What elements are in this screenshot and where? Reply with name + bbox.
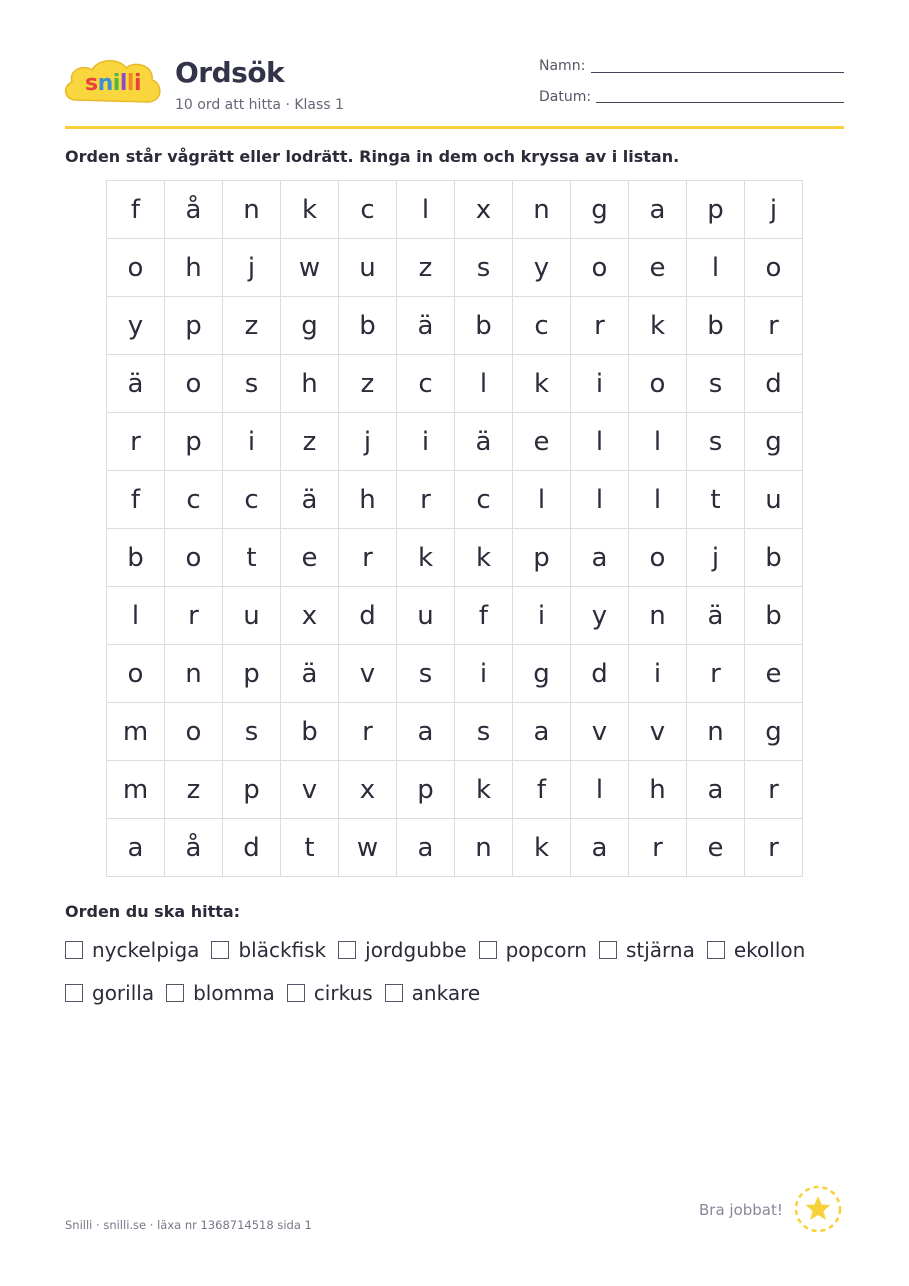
word-checkbox[interactable] [287, 984, 305, 1002]
grid-cell[interactable]: t [223, 529, 281, 587]
grid-cell[interactable]: g [571, 181, 629, 239]
grid-cell[interactable]: r [339, 529, 397, 587]
grid-cell[interactable]: i [397, 413, 455, 471]
grid-cell[interactable]: i [571, 355, 629, 413]
grid-cell[interactable]: v [339, 645, 397, 703]
grid-cell[interactable]: s [223, 355, 281, 413]
grid-cell[interactable]: z [339, 355, 397, 413]
grid-cell[interactable]: k [629, 297, 687, 355]
grid-cell[interactable]: o [629, 529, 687, 587]
date-label: Datum: [539, 89, 592, 105]
grid-cell[interactable]: r [629, 819, 687, 877]
grid-cell[interactable]: n [223, 181, 281, 239]
grid-cell[interactable]: ä [107, 355, 165, 413]
grid-cell[interactable]: ä [455, 413, 513, 471]
grid-cell[interactable]: h [629, 761, 687, 819]
grid-cell[interactable]: a [513, 703, 571, 761]
instruction-text: Orden står vågrätt eller lodrätt. Ringa in dem och kryssa av i listan. [65, 147, 680, 166]
grid-cell[interactable]: å [165, 819, 223, 877]
grid-cell[interactable]: d [745, 355, 803, 413]
grid-cell[interactable]: r [165, 587, 223, 645]
word-item [166, 981, 275, 1005]
grid-cell[interactable]: b [107, 529, 165, 587]
grid-cell[interactable]: a [107, 819, 165, 877]
grid-cell[interactable]: k [455, 761, 513, 819]
grid-cell[interactable]: j [339, 413, 397, 471]
grid-cell[interactable]: p [397, 761, 455, 819]
footer-text: Snilli · snilli.se · läxa nr 1368714518 sida 1 [65, 1218, 312, 1232]
grid-cell[interactable]: c [339, 181, 397, 239]
grid-cell[interactable]: x [339, 761, 397, 819]
grid-cell[interactable]: s [455, 239, 513, 297]
grid-cell[interactable]: x [455, 181, 513, 239]
grid-cell[interactable]: c [513, 297, 571, 355]
grid-cell[interactable]: o [165, 529, 223, 587]
word-label: cirkus [313, 981, 373, 1005]
grid-cell[interactable]: h [281, 355, 339, 413]
grid-cell[interactable]: j [745, 181, 803, 239]
word-checklist [65, 936, 855, 1022]
word-item [385, 981, 481, 1005]
grid-cell[interactable]: h [339, 471, 397, 529]
grid-cell[interactable]: m [107, 703, 165, 761]
grid-cell[interactable]: b [745, 587, 803, 645]
grid-cell[interactable]: l [629, 471, 687, 529]
grid-cell[interactable]: s [223, 703, 281, 761]
grid-cell[interactable]: r [687, 645, 745, 703]
grid-cell[interactable]: o [107, 645, 165, 703]
grid-cell[interactable]: p [687, 181, 745, 239]
grid-cell[interactable]: k [513, 355, 571, 413]
grid-cell[interactable]: b [339, 297, 397, 355]
grid-cell[interactable]: t [281, 819, 339, 877]
word-label: popcorn [505, 938, 587, 962]
grid-cell[interactable]: y [513, 239, 571, 297]
word-row [65, 936, 855, 964]
word-checkbox[interactable] [65, 941, 83, 959]
grid-cell[interactable]: u [339, 239, 397, 297]
grid-cell[interactable]: p [223, 645, 281, 703]
grid-cell[interactable]: l [629, 413, 687, 471]
word-checkbox[interactable] [211, 941, 229, 959]
grid-cell[interactable]: f [107, 181, 165, 239]
grid-cell[interactable]: k [513, 819, 571, 877]
grid-cell[interactable]: z [165, 761, 223, 819]
grid-cell[interactable]: m [107, 761, 165, 819]
grid-cell[interactable]: r [107, 413, 165, 471]
grid-cell[interactable]: r [745, 297, 803, 355]
grid-cell[interactable]: d [339, 587, 397, 645]
grid-cell[interactable]: j [223, 239, 281, 297]
word-item [65, 938, 199, 962]
grid-cell[interactable]: i [513, 587, 571, 645]
word-checkbox[interactable] [707, 941, 725, 959]
encouragement-text: Bra jobbat! [699, 1201, 783, 1219]
grid-cell[interactable]: s [687, 355, 745, 413]
grid-cell[interactable]: s [687, 413, 745, 471]
grid-cell[interactable]: p [513, 529, 571, 587]
grid-cell[interactable]: a [687, 761, 745, 819]
grid-cell[interactable]: s [397, 645, 455, 703]
word-label: ankare [411, 981, 481, 1005]
word-label: bläckfisk [238, 938, 327, 962]
grid-cell[interactable]: o [571, 239, 629, 297]
grid-cell[interactable]: g [745, 703, 803, 761]
grid-cell[interactable]: a [629, 181, 687, 239]
grid-cell[interactable]: g [281, 297, 339, 355]
grid-cell[interactable]: n [165, 645, 223, 703]
word-item [338, 938, 466, 962]
grid-cell[interactable]: e [513, 413, 571, 471]
word-label: jordgubbe [365, 938, 467, 962]
grid-cell[interactable]: ä [687, 587, 745, 645]
grid-cell[interactable]: o [165, 703, 223, 761]
word-checkbox[interactable] [479, 941, 497, 959]
grid-cell[interactable]: w [339, 819, 397, 877]
grid-cell[interactable]: c [165, 471, 223, 529]
word-row [65, 979, 855, 1007]
grid-cell[interactable]: g [513, 645, 571, 703]
letter-grid [106, 180, 803, 877]
grid-cell[interactable]: r [397, 471, 455, 529]
grid-cell[interactable]: a [571, 529, 629, 587]
grid-cell[interactable]: c [397, 355, 455, 413]
grid-cell[interactable]: f [455, 587, 513, 645]
word-label: ekollon [733, 938, 806, 962]
grid-cell[interactable]: c [455, 471, 513, 529]
grid-cell[interactable]: r [745, 761, 803, 819]
grid-cell[interactable]: l [687, 239, 745, 297]
grid-cell[interactable]: t [687, 471, 745, 529]
date-field[interactable] [596, 102, 844, 103]
grid-cell[interactable]: e [687, 819, 745, 877]
name-label: Namn: [539, 58, 586, 74]
grid-cell[interactable]: ä [281, 471, 339, 529]
grid-cell[interactable]: f [107, 471, 165, 529]
grid-cell[interactable]: l [397, 181, 455, 239]
grid-cell[interactable]: b [687, 297, 745, 355]
word-checkbox[interactable] [599, 941, 617, 959]
grid-cell[interactable]: r [745, 819, 803, 877]
word-label: nyckelpiga [92, 938, 200, 962]
word-item [287, 981, 373, 1005]
grid-cell[interactable]: s [455, 703, 513, 761]
grid-cell[interactable]: e [745, 645, 803, 703]
grid-cell[interactable]: u [223, 587, 281, 645]
grid-cell[interactable]: v [281, 761, 339, 819]
grid-cell[interactable]: p [165, 297, 223, 355]
grid-cell[interactable]: n [513, 181, 571, 239]
grid-cell[interactable]: f [513, 761, 571, 819]
grid-cell[interactable]: z [281, 413, 339, 471]
grid-cell[interactable]: p [223, 761, 281, 819]
grid-cell[interactable]: d [223, 819, 281, 877]
grid-cell[interactable]: y [107, 297, 165, 355]
grid-cell[interactable]: z [223, 297, 281, 355]
grid-cell[interactable]: k [397, 529, 455, 587]
word-item [211, 938, 326, 962]
grid-cell[interactable]: i [455, 645, 513, 703]
grid-cell[interactable]: l [513, 471, 571, 529]
grid-cell[interactable]: u [397, 587, 455, 645]
grid-cell[interactable]: b [281, 703, 339, 761]
grid-cell[interactable]: l [571, 761, 629, 819]
grid-cell[interactable]: n [629, 587, 687, 645]
word-label: gorilla [92, 981, 155, 1005]
grid-cell[interactable]: k [281, 181, 339, 239]
grid-cell[interactable]: c [223, 471, 281, 529]
word-checkbox[interactable] [65, 984, 83, 1002]
grid-cell[interactable]: v [571, 703, 629, 761]
word-item [707, 938, 805, 962]
grid-cell[interactable]: y [571, 587, 629, 645]
grid-cell[interactable]: v [629, 703, 687, 761]
grid-cell[interactable]: g [745, 413, 803, 471]
star-badge-icon [793, 1184, 843, 1234]
grid-cell[interactable]: b [745, 529, 803, 587]
grid-cell[interactable]: p [165, 413, 223, 471]
grid-cell[interactable]: r [571, 297, 629, 355]
grid-cell[interactable]: w [281, 239, 339, 297]
grid-cell[interactable]: a [397, 819, 455, 877]
grid-cell[interactable]: o [165, 355, 223, 413]
grid-cell[interactable]: å [165, 181, 223, 239]
grid-cell[interactable]: e [629, 239, 687, 297]
grid-cell[interactable]: r [339, 703, 397, 761]
svg-text:snilli: snilli [85, 71, 141, 96]
grid-cell[interactable]: i [629, 645, 687, 703]
words-heading: Orden du ska hitta: [65, 902, 241, 921]
word-checkbox[interactable] [338, 941, 356, 959]
grid-cell[interactable]: d [571, 645, 629, 703]
grid-cell[interactable]: k [455, 529, 513, 587]
word-item [479, 938, 587, 962]
word-item [65, 981, 154, 1005]
page-subtitle: 10 ord att hitta · Klass 1 [175, 97, 344, 113]
grid-cell[interactable]: x [281, 587, 339, 645]
word-label: stjärna [625, 938, 695, 962]
word-checkbox[interactable] [385, 984, 403, 1002]
grid-cell[interactable]: a [571, 819, 629, 877]
grid-cell[interactable]: n [455, 819, 513, 877]
header-divider [65, 126, 844, 129]
grid-cell[interactable]: l [455, 355, 513, 413]
grid-cell[interactable]: a [397, 703, 455, 761]
grid-cell[interactable]: l [571, 413, 629, 471]
word-checkbox[interactable] [166, 984, 184, 1002]
grid-cell[interactable]: l [107, 587, 165, 645]
grid-cell[interactable]: n [687, 703, 745, 761]
grid-cell[interactable]: ä [397, 297, 455, 355]
grid-cell[interactable]: j [687, 529, 745, 587]
grid-cell[interactable]: l [571, 471, 629, 529]
grid-cell[interactable]: b [455, 297, 513, 355]
grid-cell[interactable]: o [629, 355, 687, 413]
grid-cell[interactable]: e [281, 529, 339, 587]
word-item [599, 938, 695, 962]
word-label: blomma [193, 981, 275, 1005]
snilli-logo [62, 56, 164, 110]
grid-cell[interactable]: h [165, 239, 223, 297]
name-field[interactable] [591, 72, 844, 73]
grid-cell[interactable]: o [107, 239, 165, 297]
grid-cell[interactable]: z [397, 239, 455, 297]
grid-cell[interactable]: u [745, 471, 803, 529]
grid-cell[interactable]: ä [281, 645, 339, 703]
page-title: Ordsök [175, 56, 285, 89]
grid-cell[interactable]: o [745, 239, 803, 297]
grid-cell[interactable]: i [223, 413, 281, 471]
